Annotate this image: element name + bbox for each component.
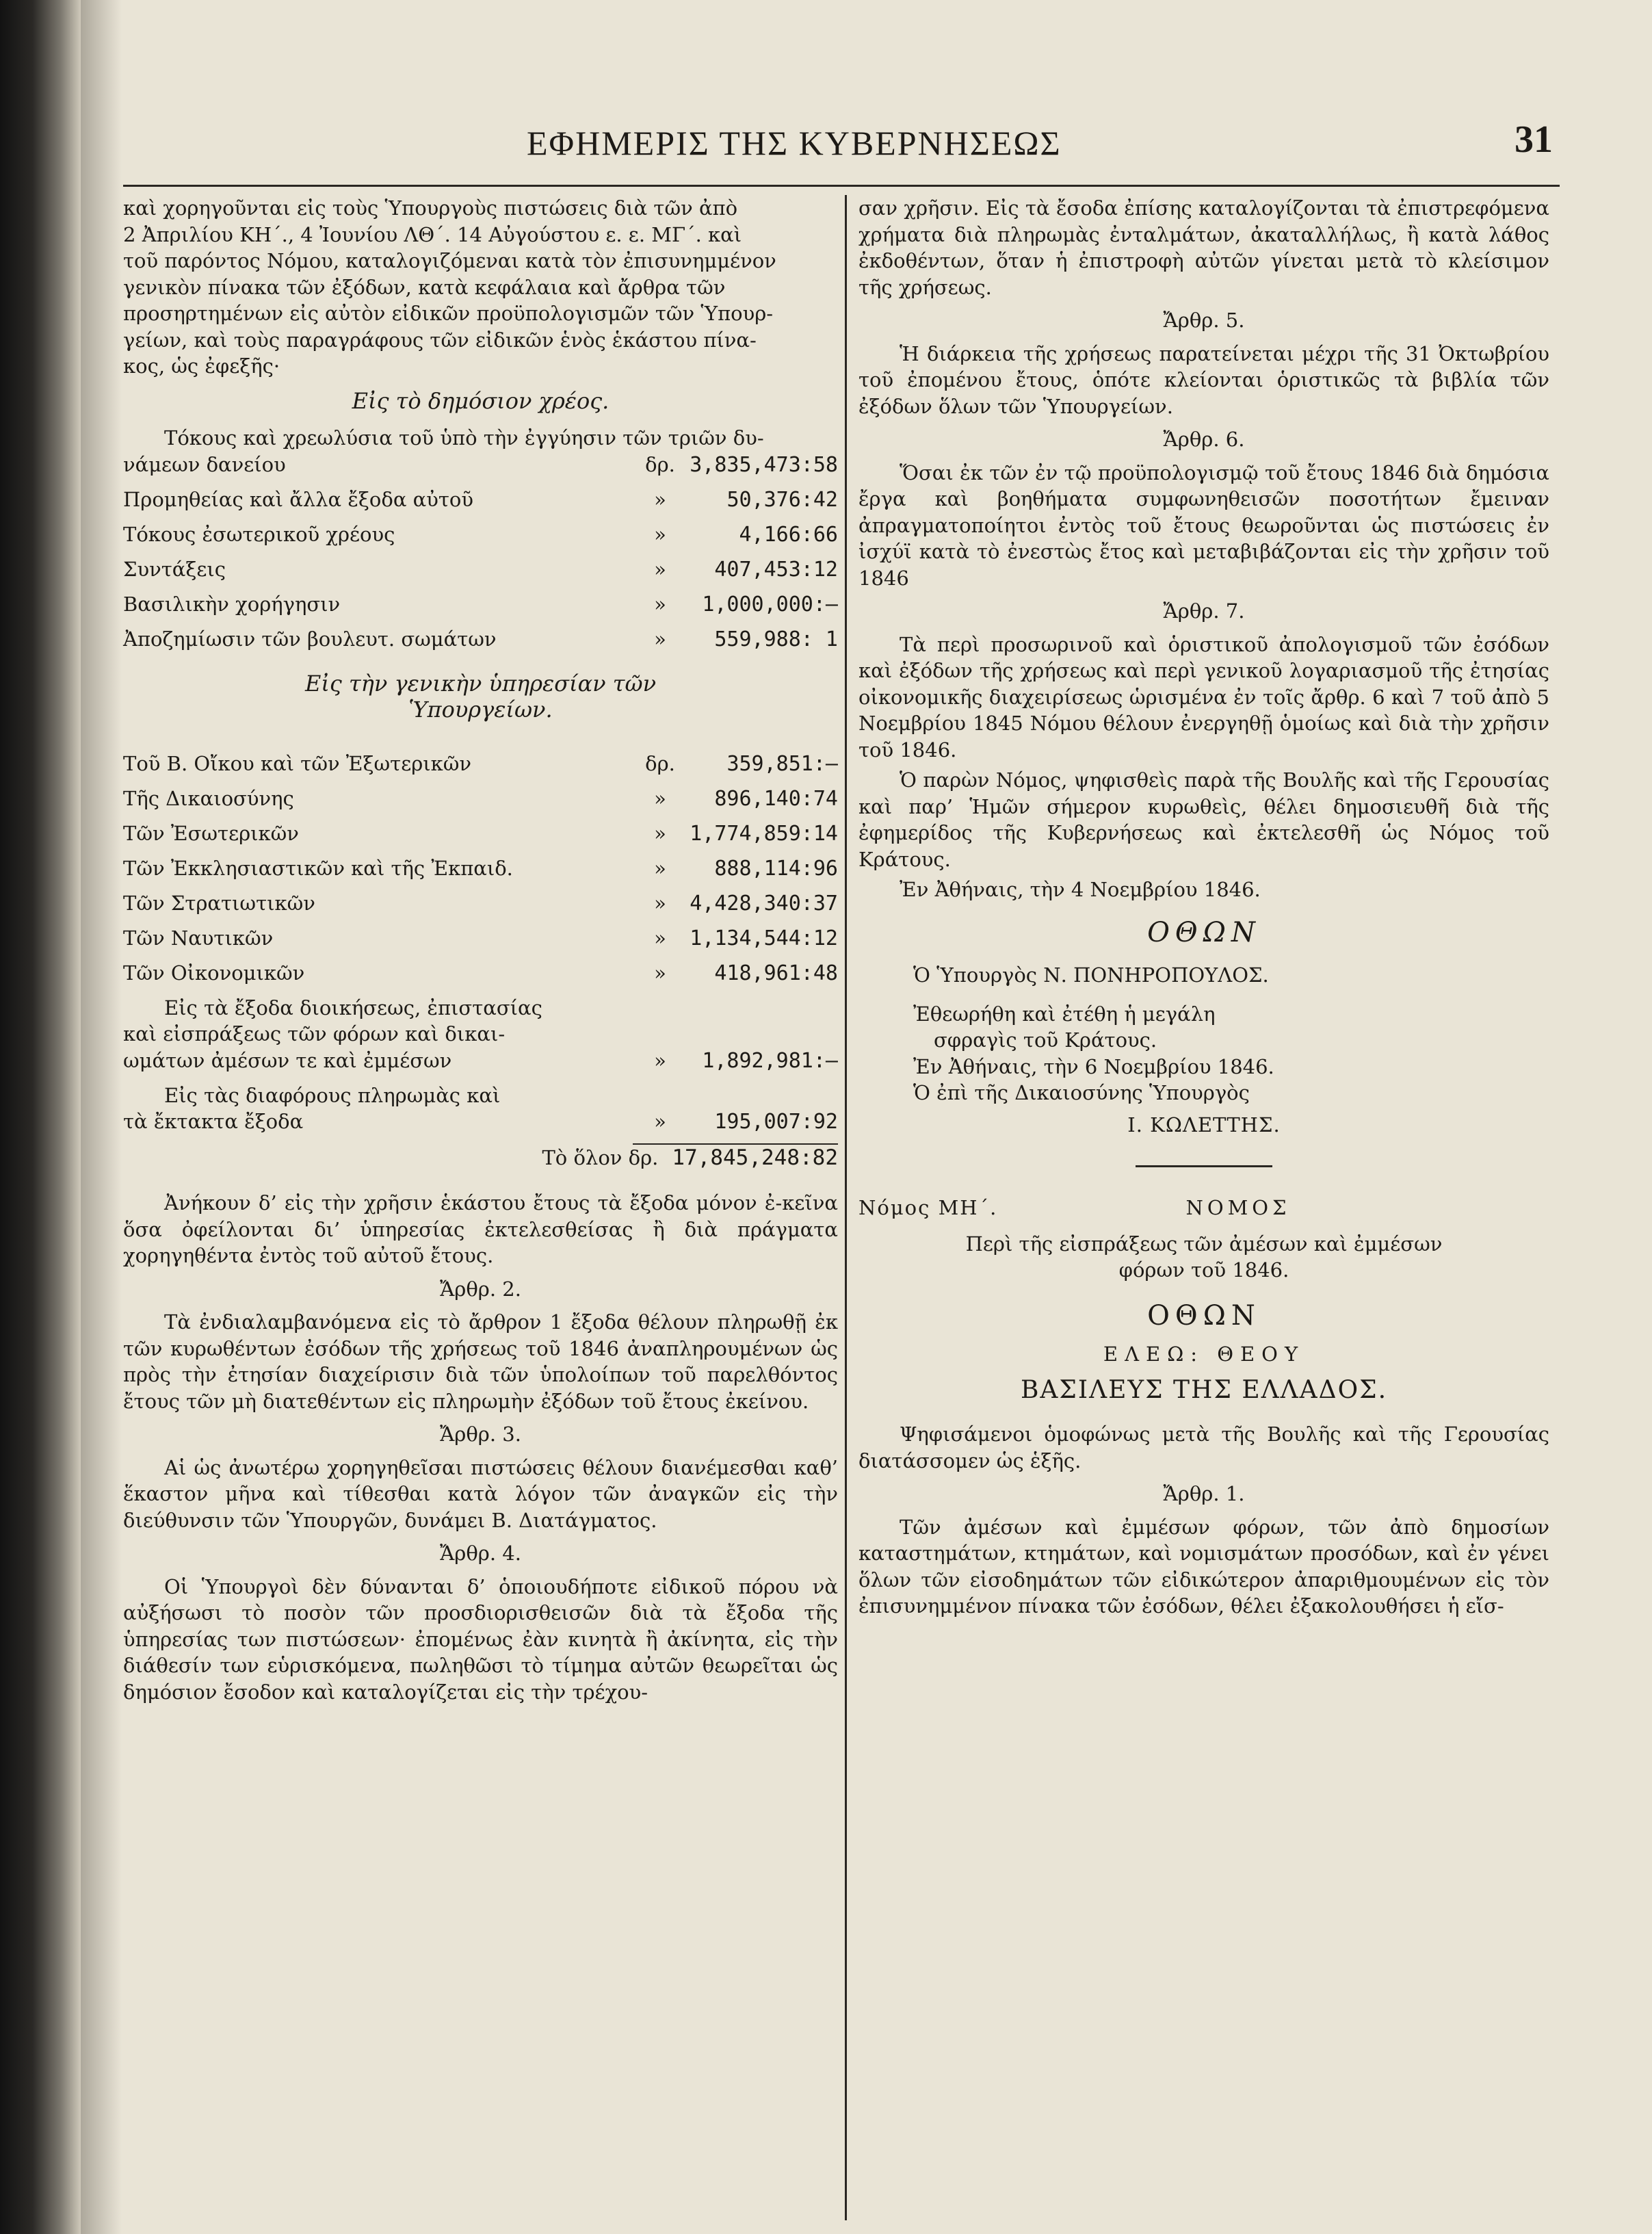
date-line: Ἐν Ἀθήναις, τὴν 4 Νοεμβρίου 1846. [900, 878, 1261, 901]
ledger-row [123, 751, 838, 785]
text-line: κος, ὡς ἐφεξῆς· [123, 354, 280, 378]
ledger-row [123, 960, 838, 995]
ledger-label: ωμάτων ἀμέσων τε καὶ ἐμμέσων [123, 1048, 452, 1072]
ledger-amount: 418,961:48 [714, 961, 838, 985]
ledger-label: Ἀποζημίωσιν τῶν βουλευτ. σωμάτων [123, 627, 497, 651]
article-heading: Ἄρθρ. 3. [440, 1423, 521, 1446]
text-line: γείων, καὶ τοὺς παραγράφους τῶν εἰδικῶν ἑνὸς ἑκάστου πίνα- [123, 328, 757, 352]
signer-name: Ι. ΚΩΛΕΤΤΗΣ. [1127, 1113, 1281, 1137]
ledger-amount: 559,988: 1 [714, 627, 838, 651]
gazette-page [103, 0, 1652, 2234]
ledger-mark: » [654, 821, 666, 845]
ledger-label: Τῶν Στρατιωτικῶν [123, 891, 315, 915]
ledger-label: Τόκους ἐσωτερικοῦ χρέους [123, 522, 395, 546]
left-column [123, 195, 838, 1705]
ledger-mark: » [654, 522, 666, 546]
service-heading-line: Ὑπουργείων. [408, 697, 553, 723]
right-column [858, 195, 1549, 1620]
paragraph: Ὅσαι ἐκ τῶν ἐν τῷ προϋπολογισμῷ τοῦ ἔτους 1846 διὰ δημόσια ἔργα καὶ βοηθήματα συμφωνηθεισῶν ποσοτήτων ἔμειναν ἀπραγματοποίητοι ἐντὸς τοῦ ἔτους θεωροῦνται ὡς πιστώσεις ἐν ἰσχύϊ κατὰ τὸ ἐνεστὼς ἔτος καὶ μεταβιβάζονται εἰς τὴν χρῆσιν τοῦ 1846 [858, 460, 1549, 590]
ledger-mark: » [654, 487, 666, 511]
ledger-amount: 195,007:92 [714, 1110, 838, 1134]
minister-line: Ὁ Ὑπουργὸς Ν. ΠΟΝΗΡΟΠΟΥΛΟΣ. [913, 963, 1269, 987]
ledger-amount: 1,892,981:— [702, 1048, 838, 1073]
seal-block [858, 1001, 1549, 1106]
ledger-row [123, 591, 838, 626]
ledger-amount: 896,140:74 [714, 786, 838, 811]
gazette-title: ΕΦΗΜΕΡΙΣ ΤΗΣ ΚΥΒΕΡΝΗΣΕΩΣ [527, 124, 1062, 162]
paragraph: Τῶν ἀμέσων καὶ ἐμμέσων φόρων, τῶν ἀπὸ δημοσίων καταστημάτων, κτημάτων, καὶ νομισμάτων προσόδων, καὶ ἐν γένει ὅλων τῶν εἰσοδημάτων τῶν εἰδικώτερον ἀπαριθμουμένων εἰς τὸν ἐπισυνημμένον πίνακα τῶν ἐσόδων, θέλει ἐξακολουθήσει ἡ εἴσ- [858, 1515, 1549, 1618]
ledger-label: Τῶν Ἐσωτερικῶν [123, 821, 299, 845]
ledger-label: νάμεων δανείου [123, 452, 286, 476]
text-line: γενικὸν πίνακα τῶν ἐξόδων, κατὰ κεφάλαια καὶ ἄρθρα τῶν [123, 275, 726, 299]
article-heading: Ἄρθρ. 2. [440, 1277, 521, 1301]
paragraph: Ἀνήκουν δ’ εἰς τὴν χρῆσιν ἑκάστου ἔτους τὰ ἔξοδα μόνον ἐ-κεῖνα ὅσα ὀφείλονται δι’ ὑπηρεσίας ἐκτελεσθείσας ἢ διὰ πράγματα χορηγηθέντα ἐντὸς τοῦ αὐτοῦ ἔτους. [123, 1191, 838, 1267]
ministry-ledger [123, 751, 838, 1181]
article-heading: Ἄρθρ. 5. [1163, 309, 1245, 332]
ledger-row [123, 1048, 838, 1082]
text-line: καὶ εἰσπράξεως τῶν φόρων καὶ δικαι- [123, 1022, 506, 1045]
text-line: 2 Ἀπριλίου ΚΗ΄., 4 Ἰουνίου ΛΘ΄. 14 Αὐγούστου ε. ε. ΜΓ΄. καὶ [123, 222, 742, 246]
total-amount: 17,845,248:82 [672, 1145, 838, 1170]
paragraph: Τὰ ἐνδιαλαμβανόμενα εἰς τὸ ἄρθρον 1 ἔξοδα θέλουν πληρωθῇ ἐκ τῶν κυρωθέντων ἐσόδων τῆς χρήσεως τοῦ 1846 ἀναπληρουμένων ὡς πρὸς τὴν ἐτησίαν διαχείρισιν διὰ τῶν ὑπολοίπων τοῦ παρελθόντος ἔτους τῶν μὴ διατεθέντων εἰς πληρωμὴν ἐξόδων τοῦ ἔτους ἐκείνου. [123, 1310, 838, 1413]
ledger-label: Τοῦ Β. Οἴκου καὶ τῶν Ἐξωτερικῶν [123, 751, 472, 775]
paragraph: Ὁ παρὼν Νόμος, ψηφισθεὶς παρὰ τῆς Βουλῆς καὶ τῆς Γερουσίας καὶ παρ’ Ἡμῶν σήμερον κυρωθεὶς, θέλει δημοσιευθῆ διὰ τῆς ἐφημερίδος τῆς Κυβερνήσεως καὶ ἐκτελεσθῆ ὡς Νόμος τοῦ Κράτους. [858, 768, 1549, 871]
ledger-mark: δρ. [645, 751, 675, 775]
text-line: σφραγὶς τοῦ Κράτους. [934, 1028, 1157, 1052]
page-number: 31 [1515, 118, 1553, 161]
ledger-mark: δρ. [645, 452, 675, 476]
king-heading: ΟΘΩΝ [1147, 1299, 1261, 1332]
text-line: Ἐθεωρήθη καὶ ἐτέθη ἡ μεγάλη [913, 1002, 1216, 1026]
ledger-amount: 407,453:12 [714, 557, 838, 582]
ledger-mark: » [654, 627, 666, 651]
paragraph: σαν χρῆσιν. Εἰς τὰ ἔσοδα ἐπίσης καταλογίζονται τὰ ἐπιστρεφόμενα χρήματα διὰ πληρωμὰς ἐνταλμάτων, ἀκαταλλήλως, ἢ κατὰ λάθος ἐκδοθέντων, ὅταν ἡ ἐπιστροφὴ αὐτῶν γίνεται μετὰ τὸ κλείσιμον τῆς χρήσεως. [858, 196, 1549, 299]
ledger-mark: » [654, 891, 666, 915]
text-line: τοῦ παρόντος Νόμου, καταλογιζόμεναι κατὰ τὸν ἐπισυνημμένον [123, 249, 776, 272]
ledger-row [123, 556, 838, 591]
ledger-row [123, 1108, 838, 1143]
ledger-label: Βασιλικὴν χορήγησιν [123, 592, 341, 616]
header-rule [123, 185, 1560, 187]
article-heading: Ἄρθρ. 6. [1163, 428, 1245, 451]
service-heading [123, 671, 838, 723]
text-line: Εἰς τὰ ἔξοδα διοικήσεως, ἐπιστασίας [164, 996, 542, 1019]
ledger-row [123, 521, 838, 556]
ledger-row [123, 820, 838, 855]
ledger-mark: » [654, 1110, 666, 1133]
ledger-label: Τῶν Ναυτικῶν [123, 926, 274, 950]
ledger-mark: » [654, 961, 666, 985]
article-heading: Ἄρθρ. 4. [440, 1542, 521, 1565]
ledger-label: Τῶν Ἐκκλησιαστικῶν καὶ τῆς Ἐκπαιδ. [123, 856, 513, 880]
ledger-row [123, 486, 838, 521]
article-heading: Ἄρθρ. 1. [1163, 1482, 1245, 1505]
ledger-mark: » [654, 786, 666, 810]
grace-line: ΕΛΕΩ: ΘΕΟΥ [1103, 1342, 1305, 1366]
text-line: Ὁ ἐπὶ τῆς Δικαιοσύνης Ὑπουργὸς [913, 1081, 1250, 1104]
ledger-amount: 1,000,000:— [702, 592, 838, 616]
debt-ledger [123, 452, 838, 661]
ledger-label: Προμηθείας καὶ ἄλλα ἔξοδα αὐτοῦ [123, 487, 473, 511]
kingdom-title: ΒΑΣΙΛΕΥΣ ΤΗΣ ΕΛΛΑΔΟΣ. [1020, 1375, 1388, 1404]
paragraph: Ψηφισάμενοι ὁμοφώνως μετὰ τῆς Βουλῆς καὶ τῆς Γερουσίας διατάσσομεν ὡς ἑξῆς. [858, 1423, 1549, 1472]
ledger-label: τὰ ἔκτακτα ἔξοδα [123, 1110, 304, 1133]
law-subject: φόρων τοῦ 1846. [1118, 1258, 1289, 1282]
article-heading: Ἄρθρ. 7. [1163, 599, 1245, 623]
ledger-amount: 4,428,340:37 [690, 891, 838, 915]
ledger-row [123, 785, 838, 820]
ledger-amount: 3,835,473:58 [690, 452, 838, 477]
ledger-row [123, 626, 838, 661]
ledger-mark: » [654, 592, 666, 616]
text-line: καὶ χορηγοῦνται εἰς τοὺς Ὑπουργοὺς πιστώσεις διὰ τῶν ἀπὸ [123, 196, 738, 220]
ledger-mark: » [654, 1048, 666, 1072]
text-line: Εἰς τὰς διαφόρους πληρωμὰς καὶ [164, 1083, 501, 1107]
total-row [123, 1145, 838, 1180]
law-number: Νόμος ΜΗ΄. [858, 1196, 998, 1219]
ledger-row [123, 890, 838, 925]
ledger-amount: 1,134,544:12 [690, 926, 838, 950]
book-binding [0, 0, 81, 2234]
ledger-label: Τῶν Οἰκονομικῶν [123, 961, 305, 985]
paragraph: Τὰ περὶ προσωρινοῦ καὶ ὁριστικοῦ ἀπολογισμοῦ τῶν ἐσόδων καὶ ἐξόδων τῆς χρήσεως καὶ περὶ γενικοῦ λογαριασμοῦ τῆς ἐτησίας οἰκονομικῆς διαχειρίσεως ὡρισμένα ἐν τοῖς ἄρθρ. 6 καὶ 7 τοῦ ἀπὸ 5 Νοεμβρίου 1845 Νόμου θέλουν ἐνεργηθῇ ὁμοίως καὶ διὰ τὴν χρῆσιν τοῦ 1846. [858, 632, 1549, 762]
law-subject: Περὶ τῆς εἰσπράξεως τῶν ἀμέσων καὶ ἐμμέσων [965, 1232, 1443, 1256]
king-signature: ΟΘΩΝ [1147, 916, 1261, 948]
ledger-amount: 4,166:66 [739, 522, 838, 547]
text-line: Τόκους καὶ χρεωλύσια τοῦ ὑπὸ τὴν ἐγγύησιν τῶν τριῶν δυ- [164, 426, 764, 450]
law-header [858, 1195, 1549, 1221]
debt-heading: Εἰς τὸ δημόσιον χρέος. [352, 387, 609, 414]
ledger-label: Συντάξεις [123, 557, 226, 581]
ledger-mark: » [654, 856, 666, 880]
ledger-amount: 359,851:— [726, 751, 838, 776]
ledger-amount: 50,376:42 [726, 487, 838, 512]
law-title: ΝΟΜΟΣ [1185, 1196, 1291, 1219]
ledger-row [123, 855, 838, 890]
total-label: Τὸ ὅλον δρ. [542, 1146, 659, 1169]
ledger-row [123, 925, 838, 960]
section-rule [1136, 1165, 1272, 1167]
text-line: Ἐν Ἀθήναις, τὴν 6 Νοεμβρίου 1846. [913, 1054, 1274, 1078]
ledger-amount: 888,114:96 [714, 856, 838, 881]
ledger-mark: » [654, 926, 666, 950]
ledger-mark: » [654, 557, 666, 581]
intro-paragraph [123, 195, 838, 380]
paragraph: Ἡ διάρκεια τῆς χρήσεως παρατείνεται μέχρι τῆς 31 Ὀκτωβρίου τοῦ ἐπομένου ἔτους, ὁπότε κλείονται ὁριστικῶς τὰ βιβλία τῶν ἐξόδων ὅλων τῶν Ὑπουργείων. [858, 341, 1549, 418]
paragraph: Οἱ Ὑπουργοὶ δὲν δύνανται δ’ ὁποιουδήποτε εἰδικοῦ πόρου νὰ αὐξήσωσι τὸ ποσὸν τῶν προσδιορισθεισῶν διὰ τὰ ἔξοδα τῆς ὑπηρεσίας των πιστώσεων· ἐπομένως ἐὰν κινητὰ ἢ ἀκίνητα, εἰς τὴν διάθεσίν των εὑρισκόμενα, πωληθῶσι τὸ τίμημα αὐτῶν θεωρεῖται ὡς δημόσιον ἔσοδον καὶ καταλογίζεται εἰς τὴν τρέχου- [123, 1574, 838, 1704]
paragraph: Αἱ ὡς ἀνωτέρω χορηγηθεῖσαι πιστώσεις θέλουν διανέμεσθαι καθ’ ἕκαστον μῆνα καὶ τίθεσθαι κατὰ λόγον τῶν ἀναγκῶν εἰς τὴν διεύθυνσιν τῶν Ὑπουργῶν, δυνάμει Β. Διατάγματος. [123, 1455, 838, 1532]
service-heading-line: Εἰς τὴν γενικὴν ὑπηρεσίαν τῶν [304, 670, 657, 697]
ledger-row [123, 452, 838, 486]
ledger-label: Τῆς Δικαιοσύνης [123, 786, 294, 810]
column-divider [845, 195, 847, 2220]
page-header [103, 109, 1553, 178]
ledger-amount: 1,774,859:14 [690, 821, 838, 846]
text-line: προσηρτημένων εἰς αὐτὸν εἰδικῶν προϋπολογισμῶν τῶν Ὑπουρ- [123, 302, 774, 325]
